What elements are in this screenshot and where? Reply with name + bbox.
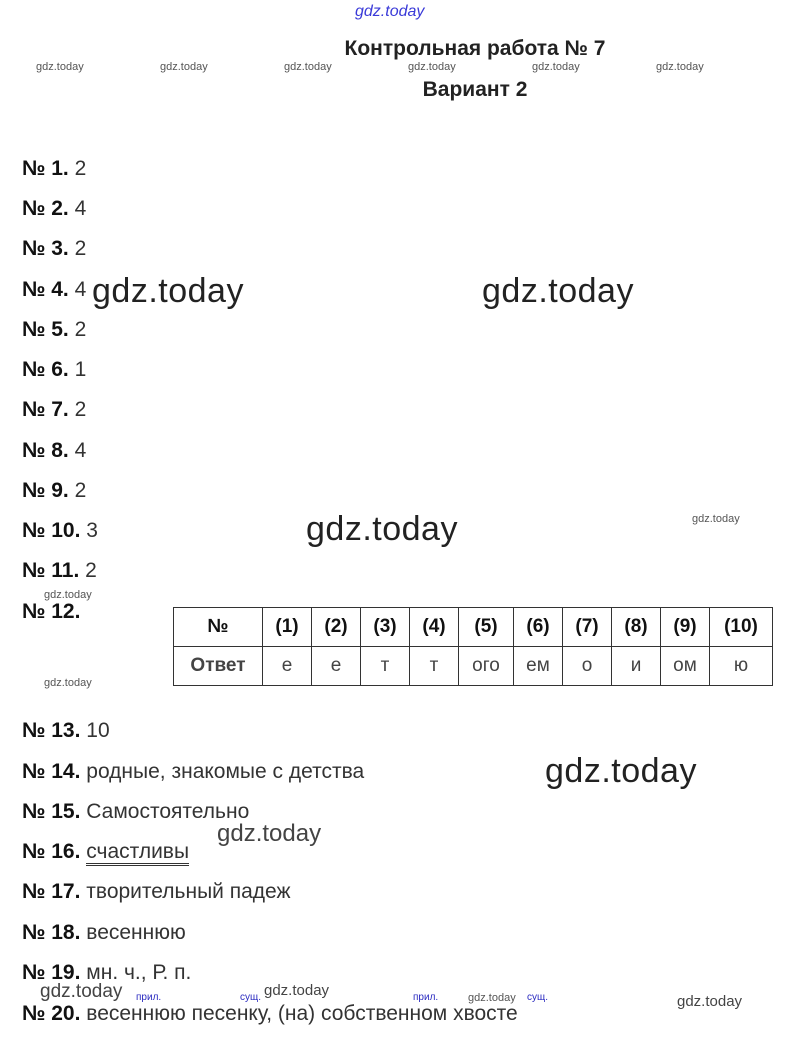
annotation-label: прил. (136, 992, 162, 1003)
list-item: № 18. весеннюю (22, 921, 186, 944)
table-col-header: (3) (361, 608, 410, 647)
watermark: gdz.today (482, 272, 634, 310)
page-title: Контрольная работа № 7 (344, 37, 606, 60)
table-col-header: (7) (563, 608, 612, 647)
list-item: № 3. 2 (22, 237, 87, 260)
watermark: gdz.today (160, 61, 208, 73)
watermark: gdz.today (40, 981, 123, 1002)
table-cell: о (563, 647, 612, 686)
list-item: № 1. 2 (22, 157, 87, 180)
list-item: № 4. 4 (22, 278, 87, 301)
table-answer-label: Ответ (174, 647, 263, 686)
list-item: № 11. 2 (22, 559, 97, 582)
table-header-label: № (174, 608, 263, 647)
table-col-header: (5) (459, 608, 514, 647)
table-col-header: (9) (661, 608, 710, 647)
list-item: № 10. 3 (22, 519, 98, 542)
page-subtitle: Вариант 2 (422, 78, 528, 101)
table-cell: т (361, 647, 410, 686)
list-item: № 13. 10 (22, 719, 110, 742)
table-row (174, 608, 773, 647)
table-col-header: (2) (312, 608, 361, 647)
watermark: gdz.today (656, 61, 704, 73)
table-cell: ом (661, 647, 710, 686)
list-item: № 5. 2 (22, 318, 87, 341)
watermark: gdz.today (306, 510, 458, 548)
watermark: gdz.today (44, 589, 92, 601)
list-item: № 17. творительный падеж (22, 880, 291, 903)
list-item: № 6. 1 (22, 358, 87, 381)
watermark: gdz.today (92, 272, 244, 310)
table-cell: ого (459, 647, 514, 686)
watermark: gdz.today (692, 513, 740, 525)
table-cell: т (410, 647, 459, 686)
annotation-label: сущ. (527, 992, 549, 1003)
table-cell: ем (514, 647, 563, 686)
watermark: gdz.today (677, 993, 743, 1010)
list-item: № 8. 4 (22, 439, 87, 462)
table-col-header: (10) (710, 608, 773, 647)
table-cell: е (263, 647, 312, 686)
answer-table (173, 607, 773, 686)
table-col-header: (6) (514, 608, 563, 647)
table-row (174, 647, 773, 686)
list-item: № 19. мн. ч., Р. п. (22, 961, 192, 984)
table-cell: ю (710, 647, 773, 686)
watermark-top: gdz.today (355, 3, 425, 20)
watermark: gdz.today (284, 61, 332, 73)
table-cell: е (312, 647, 361, 686)
table-col-header: (8) (612, 608, 661, 647)
table-col-header: (1) (263, 608, 312, 647)
list-item: № 7. 2 (22, 398, 87, 421)
list-item: № 15. Самостоятельно (22, 800, 250, 823)
watermark: gdz.today (44, 677, 92, 689)
watermark: gdz.today (532, 61, 580, 73)
table-col-header: (4) (410, 608, 459, 647)
watermark: gdz.today (545, 752, 697, 790)
list-item: № 9. 2 (22, 479, 87, 502)
list-item: № 12. (22, 600, 81, 623)
annotation-label: сущ. (240, 992, 262, 1003)
watermark: gdz.today (36, 61, 84, 73)
watermark: gdz.today (217, 820, 322, 847)
annotation-label: прил. (413, 992, 439, 1003)
list-item: № 20. весеннюю песенку, (на) собственном хвосте (22, 1002, 518, 1025)
list-item: № 14. родные, знакомые с детства (22, 760, 365, 783)
table-cell: и (612, 647, 661, 686)
watermark: gdz.today (264, 982, 330, 999)
watermark: gdz.today (408, 61, 456, 73)
list-item: № 16. счастливы (22, 840, 189, 864)
watermark: gdz.today (468, 992, 516, 1004)
list-item: № 2. 4 (22, 197, 87, 220)
